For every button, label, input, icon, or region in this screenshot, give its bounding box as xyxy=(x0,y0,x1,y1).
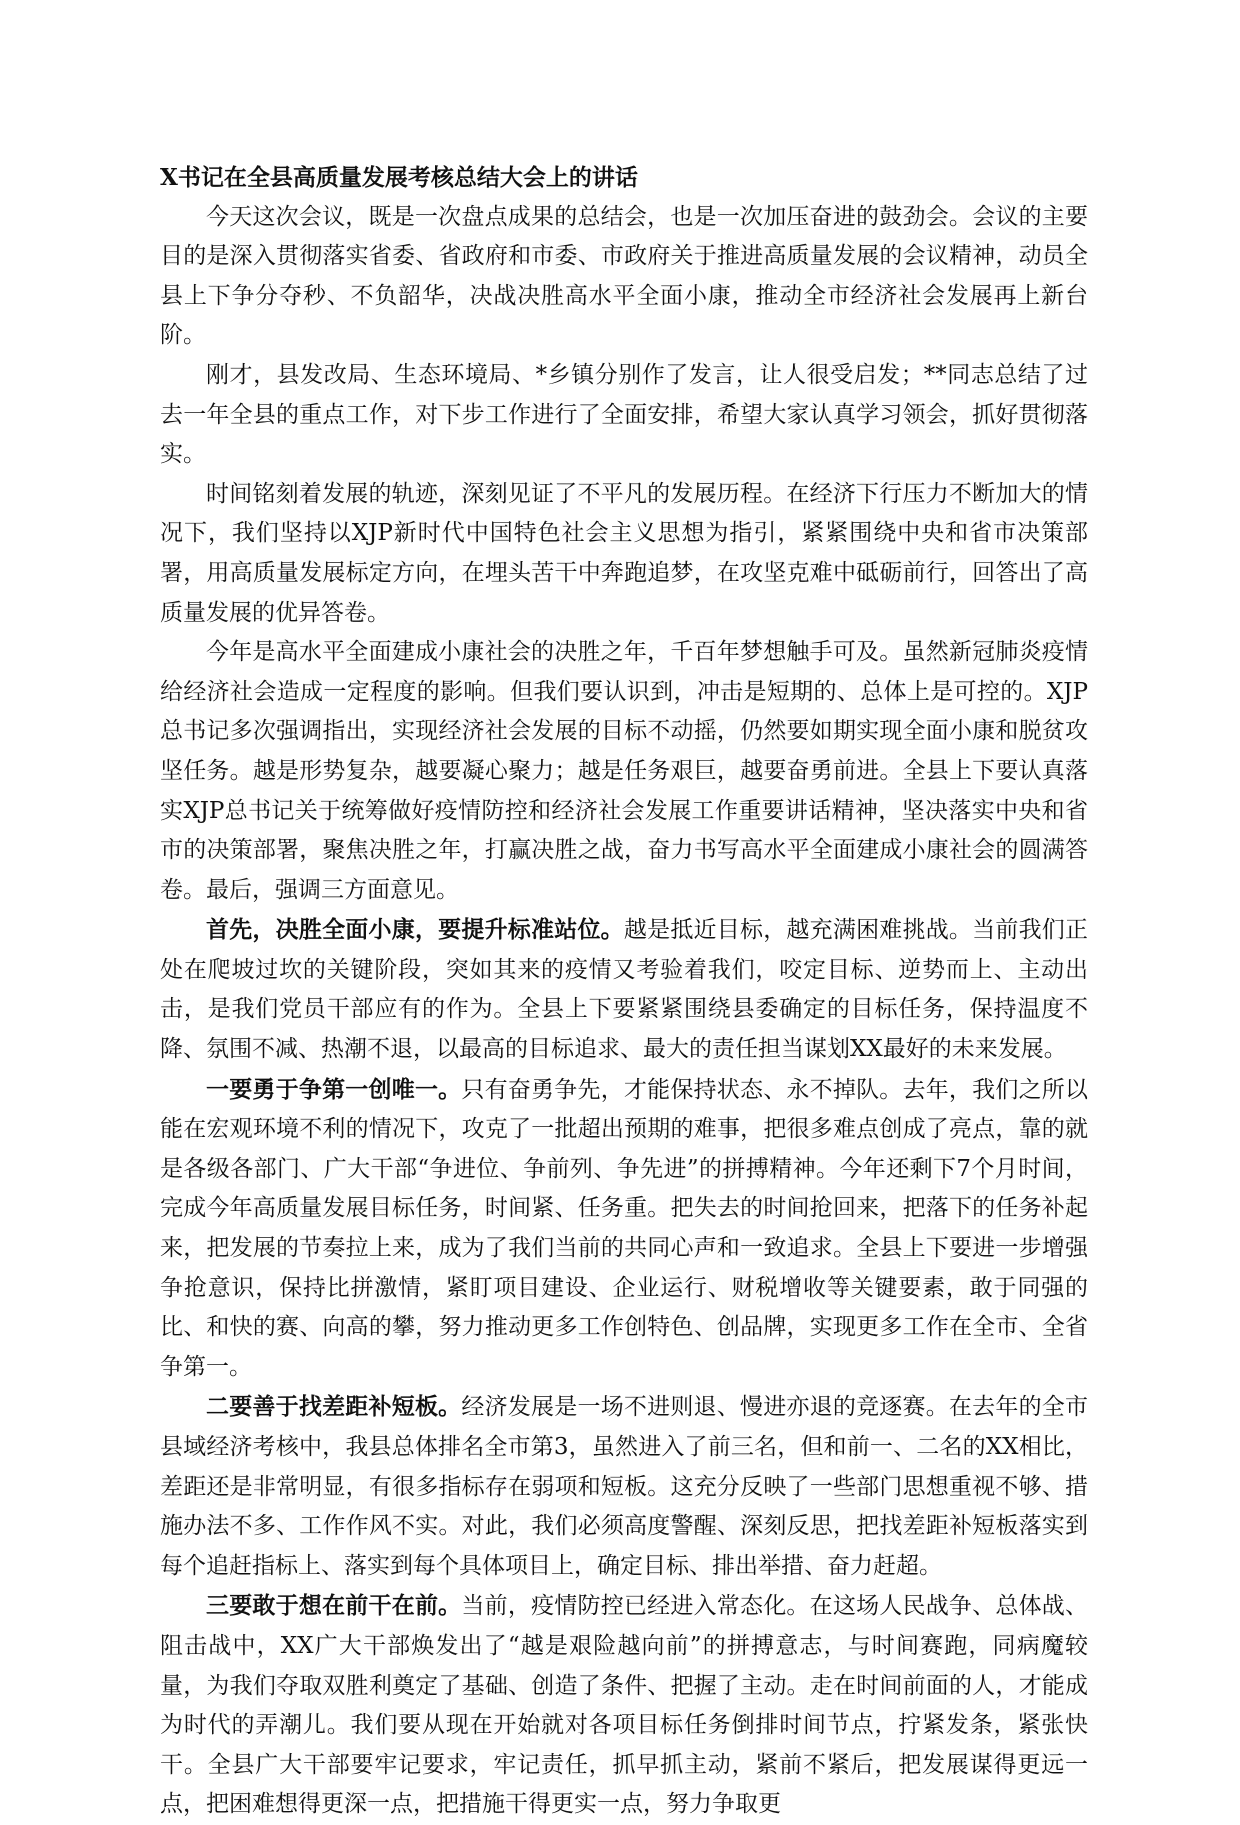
paragraph xyxy=(160,1070,1088,1388)
paragraph xyxy=(160,910,1088,1069)
section-heading: 一要勇于争第一创唯一。 xyxy=(206,1075,462,1103)
paragraph xyxy=(160,198,1088,356)
paragraph-text: 只有奋勇争先，才能保持状态、永不掉队。去年，我们之所以能在宏观环境不利的情况下，攻克了一批超出预期的难事，把很多难点创成了亮点，靠的就是各级各部门、广大干部“争进位、争前列、争先进”的拼搏精神。今年还剩下7个月时间，完成今年高质量发展目标任务，时间紧、任务重。把失去的时间抢回来，把落下的任务补起来，把发展的节奏拉上来，成为了我们当前的共同心声和一致追求。全县上下要进一步增强争抢意识，保持比拼激情，紧盯项目建设、企业运行、财税增收等关键要素，敢于同强的比、和快的赛、向高的攀，努力推动更多工作创特色、创品牌，实现更多工作在全市、全省争第一。 xyxy=(160,1076,1089,1380)
paragraph xyxy=(160,1387,1088,1586)
document-page xyxy=(160,158,1088,1825)
document-title: X书记在全县高质量发展考核总结大会上的讲话 xyxy=(160,164,638,191)
paragraph-text: 今天这次会议，既是一次盘点成果的总结会，也是一次加压奋进的鼓劲会。会议的主要目的是深入贯彻落实省委、省政府和市委、市政府关于推进高质量发展的会议精神，动员全县上下争分夺秒、不负韶华，决战决胜高水平全面小康，推动全市经济社会发展再上新台阶。 xyxy=(160,203,1088,349)
section-heading: 二要善于找差距补短板。 xyxy=(206,1393,462,1421)
paragraph xyxy=(160,475,1088,633)
paragraph-text: 刚才，县发改局、生态环境局、*乡镇分别作了发言，让人很受启发；**同志总结了过去一年全县的重点工作，对下步工作进行了全面安排，希望大家认真学习领会，抓好贯彻落实。 xyxy=(160,361,1088,468)
paragraph xyxy=(160,633,1088,910)
paragraph-text: 越是抵近目标，越充满困难挑战。当前我们正处在爬坡过坎的关键阶段，突如其来的疫情又考验着我们，咬定目标、逆势而上、主动出击，是我们党员干部应有的作为。全县上下要紧紧围绕县委确定的目标任务，保持温度不降、氛围不减、热潮不退，以最高的目标追求、最大的责任担当谋划XX最好的未来发展。 xyxy=(160,917,1089,1063)
paragraph xyxy=(160,356,1088,475)
paragraph xyxy=(160,1586,1088,1825)
paragraph-text: 今年是高水平全面建成小康社会的决胜之年，千百年梦想触手可及。虽然新冠肺炎疫情给经济社会造成一定程度的影响。但我们要认识到，冲击是短期的、总体上是可控的。XJP总书记多次强调指出，实现经济社会发展的目标不动摇，仍然要如期实现全面小康和脱贫攻坚任务。越是形势复杂，越要凝心聚力；越是任务艰巨，越要奋勇前进。全县上下要认真落实XJP总书记关于统筹做好疫情防控和经济社会发展工作重要讲话精神，坚决落实中央和省市的决策部署，聚焦决胜之年，打赢决胜之战，奋力书写高水平全面建成小康社会的圆满答卷。最后，强调三方面意见。 xyxy=(160,639,1088,903)
paragraph-text: 当前，疫情防控已经进入常态化。在这场人民战争、总体战、阻击战中，XX广大干部焕发出了“越是艰险越向前”的拼搏意志，与时间赛跑，同病魔较量，为我们夺取双胜利奠定了基础、创造了条件、把握了主动。走在时间前面的人，才能成为时代的弄潮儿。我们要从现在开始就对各项目标任务倒排时间节点，拧紧发条，紧张快干。全县广大干部要牢记要求，牢记责任，抓早抓主动，紧前不紧后，把发展谋得更远一点，把困难想得更深一点，把措施干得更实一点，努力争取更 xyxy=(160,1593,1089,1818)
paragraph-text: 经济发展是一场不进则退、慢进亦退的竞逐赛。在去年的全市县域经济考核中，我县总体排名全市第3，虽然进入了前三名，但和前一、二名的XX相比，差距还是非常明显，有很多指标存在弱项和短板。这充分反映了一些部门思想重视不够、措施办法不多、工作作风不实。对此，我们必须高度警醒、深刻反思，把找差距补短板落实到每个追赶指标上、落实到每个具体项目上，确定目标、排出举措、奋力赶超。 xyxy=(160,1394,1089,1579)
paragraph-text: 时间铭刻着发展的轨迹，深刻见证了不平凡的发展历程。在经济下行压力不断加大的情况下，我们坚持以XJP新时代中国特色社会主义思想为指引，紧紧围绕中央和省市决策部署，用高质量发展标定方向，在埋头苦干中奔跑追梦，在攻坚克难中砥砺前行，回答出了高质量发展的优异答卷。 xyxy=(160,480,1088,626)
section-heading: 首先，决胜全面小康，要提升标准站位。 xyxy=(206,916,624,944)
section-heading: 三要敢于想在前干在前。 xyxy=(206,1592,462,1620)
